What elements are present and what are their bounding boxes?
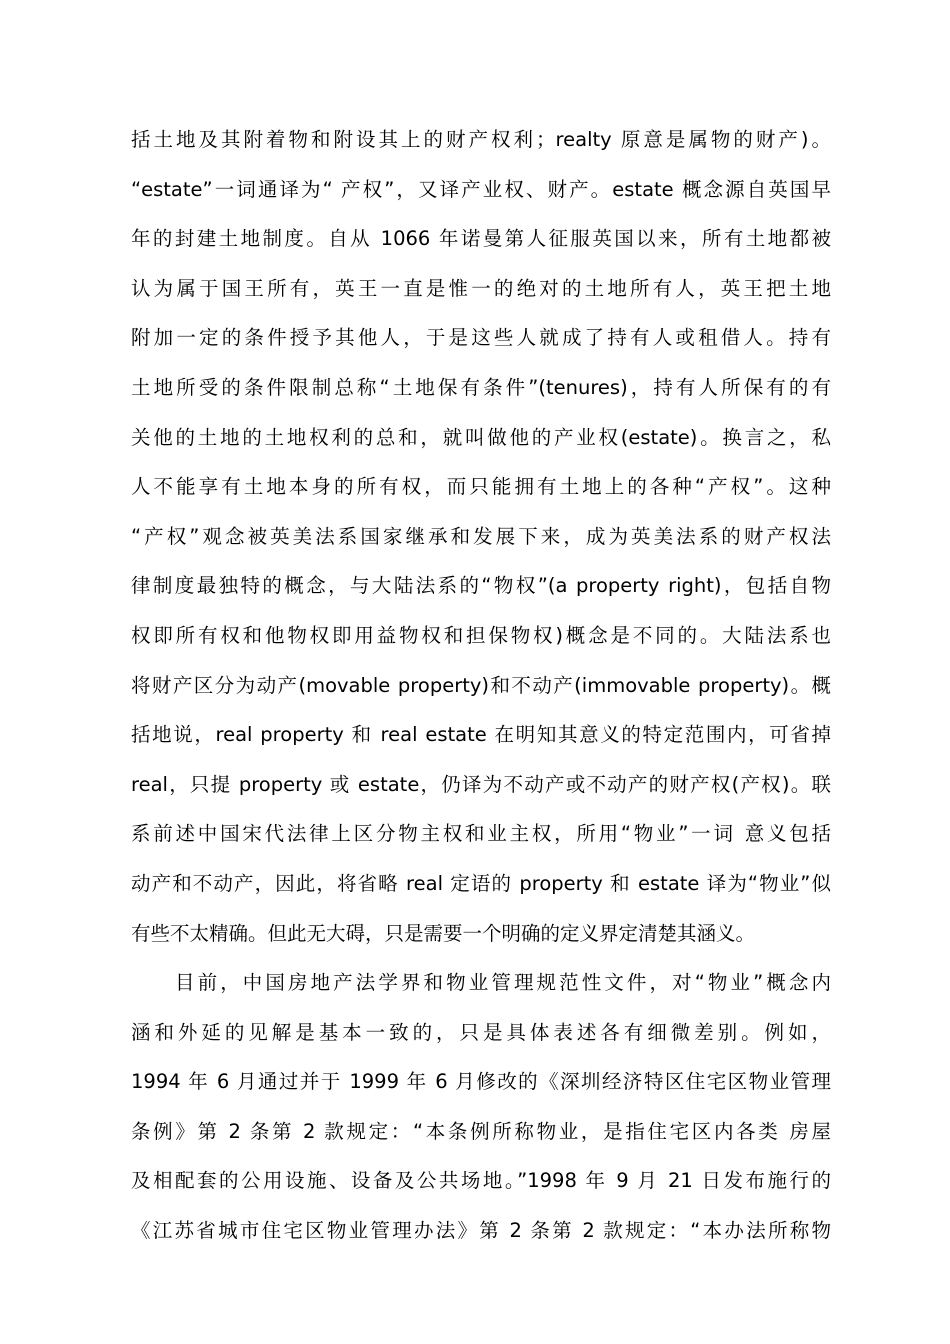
text-line: 条例》第 2 条第 2 款规定：“本条例所称物业，是指住宅区内各类 房屋 [131, 1119, 831, 1143]
text-line: real，只提 property 或 estate，仍译为不动产或不动产的财产权(产权)。联 [131, 772, 831, 796]
text-line: 附加一定的条件授予其他人，于是这些人就成了持有人或租借人。持有 [131, 326, 831, 350]
text-line: 及相配套的公用设施、设备及公共场地。”1998 年 9 月 21 日发布施行的 [131, 1169, 831, 1193]
text-line: 人不能享有土地本身的所有权，而只能拥有土地上的各种“产权”。这种 [131, 475, 831, 499]
text-line: 涵和外延的见解是基本一致的，只是具体表述各有细微差别。例如， [131, 1020, 831, 1044]
text-line: 年的封建土地制度。自从 1066 年诺曼第人征服英国以来，所有土地都被 [131, 227, 831, 251]
body-text [131, 115, 831, 1256]
text-line: 律制度最独特的概念，与大陆法系的“物权”(a property right)，包括自物 [131, 574, 831, 598]
text-line: 关他的土地的土地权利的总和，就叫做他的产业权(estate)。换言之，私 [131, 425, 831, 449]
paragraph-start-line: 目前，中国房地产法学界和物业管理规范性文件，对“物业”概念内 [175, 971, 831, 995]
text-line: 动产和不动产，因此，将省略 real 定语的 property 和 estate 译为“物业”似 [131, 871, 831, 895]
text-line: 1994 年 6 月通过并于 1999 年 6 月修改的《深圳经济特区住宅区物业管理 [131, 1070, 831, 1094]
text-line: “estate”一词通译为“ 产权”，又译产业权、财产。estate 概念源自英国早 [131, 177, 831, 201]
text-line: 《江苏省城市住宅区物业管理办法》第 2 条第 2 款规定：“本办法所称物 [131, 1219, 831, 1243]
text-line: 权即所有权和他物权即用益物权和担保物权)概念是不同的。大陆法系也 [131, 623, 831, 647]
text-line: 土地所受的条件限制总称“土地保有条件”(tenures)，持有人所保有的有 [131, 375, 831, 399]
text-line: 认为属于国王所有，英王一直是惟一的绝对的土地所有人，英王把土地 [131, 276, 831, 300]
text-line: 将财产区分为动产(movable property)和不动产(immovable property)。概 [131, 673, 831, 697]
text-line: 系前述中国宋代法律上区分物主权和业主权，所用“物业”一词 意义包括 [131, 822, 831, 846]
paragraph-end-line: 有些不太精确。但此无大碍，只是需要一个明确的定义界定清楚其涵义。 [131, 921, 756, 945]
text-line: 括土地及其附着物和附设其上的财产权利；realty 原意是属物的财产)。 [131, 128, 831, 151]
text-line: 括地说，real property 和 real estate 在明知其意义的特定范围内，可省掉 [131, 723, 831, 747]
text-line: “产权”观念被英美法系国家继承和发展下来，成为英美法系的财产权法 [131, 524, 831, 548]
